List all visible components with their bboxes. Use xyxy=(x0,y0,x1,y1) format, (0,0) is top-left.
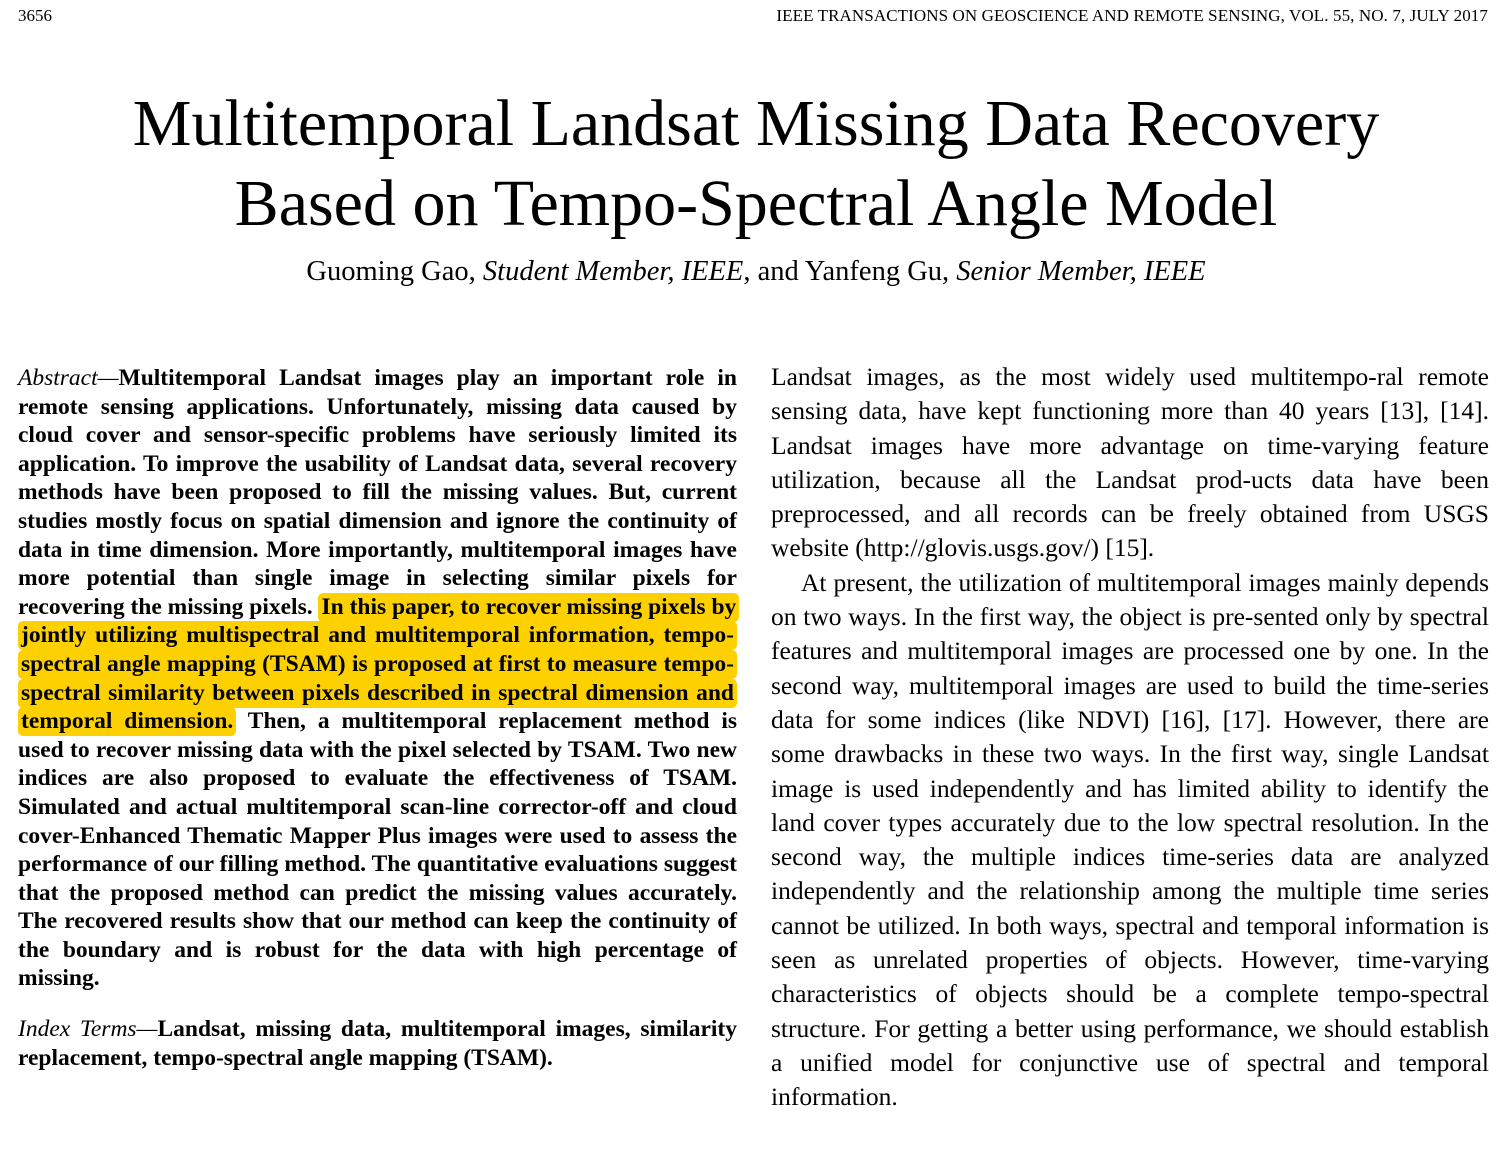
index-terms-label: Index Terms— xyxy=(18,1016,158,1043)
index-terms-text: Landsat, missing data, multitemporal images, similarity replacement, tempo-spectral angle mapping (TSAM). xyxy=(18,1016,737,1071)
abstract-text-after: Then, a multitemporal replacement method is used to recover missing data with the pixel selected by TSAM. Two new indices are also proposed to evaluate the effectiveness of TSAM. Simulated and actual multitemporal scan-line corrector-off and cloud cover-Enhanced Thematic Mapper Plus images were used to assess the performance of our filling method. The quantitative evaluations suggest that the proposed method can predict the missing values accurately. The recovered results show that our method can keep the continuity of the boundary and is robust for the data with high percentage of missing. xyxy=(18,708,738,992)
highlighted-sentence[interactable]: In this paper, to recover missing pixels by jointly utilizing multispectral and multitemporal information, tempo-spectral angle mapping (TSAM) is proposed at first to measure tempo-spectral similarity between pixels described in spectral dimension and temporal dimension. xyxy=(18,593,739,736)
author-1: Guoming Gao, xyxy=(306,256,476,287)
index-terms-paragraph xyxy=(18,1015,737,1072)
author-2: Yanfeng Gu, xyxy=(804,256,950,287)
author-joiner: , and xyxy=(743,256,799,287)
abstract-column xyxy=(18,364,737,1072)
paper-title xyxy=(0,84,1512,244)
title-line-2: Based on Tempo-Spectral Angle Model xyxy=(234,167,1278,240)
abstract-label: Abstract— xyxy=(18,365,119,391)
author-line xyxy=(0,254,1512,290)
author-2-role: Senior Member, IEEE xyxy=(956,256,1206,287)
body-paragraph-1: Landsat images, as the most widely used multitempo-ral remote sensing data, have kept functioning more than 40 years [13], [14]. Landsat images have more advantage on time-varying feature utilization, because all the Landsat prod-ucts data have been preprocessed, and all records can be freely obtained from USGS website (http://glovis.usgs.gov/) [15]. xyxy=(771,362,1489,563)
body-paragraph-2: At present, the utilization of multitemporal images mainly depends on two ways. In the first way, the object is pre-sented only by spectral features and multitemporal images are processed one by one. In the second way, multitemporal images are used to build the time-series data for some indices (like NDVI) [16], [17]. However, there are some drawbacks in these two ways. In the first way, single Landsat image is used independently and has limited ability to identify the land cover types accurately due to the low spectral resolution. In the second way, the multiple indices time-series data are analyzed independently and the relationship among the multiple time series cannot be utilized. In both ways, spectral and temporal information is seen as unrelated properties of objects. However, time-varying characteristics of objects should be a complete tempo-spectral structure. For getting a better using performance, we should establish a unified model for conjunctive use of spectral and temporal information. xyxy=(771,567,1489,1112)
body-column xyxy=(771,360,1489,1115)
abstract-paragraph xyxy=(18,364,737,993)
running-head: IEEE TRANSACTIONS ON GEOSCIENCE AND REMOTE SENSING, VOL. 55, NO. 7, JULY 2017 xyxy=(776,6,1488,25)
title-line-1: Multitemporal Landsat Missing Data Recovery xyxy=(132,87,1380,160)
author-1-role: Student Member, IEEE xyxy=(482,256,744,287)
page-number: 3656 xyxy=(18,6,52,25)
abstract-text-before: Multitemporal Landsat images play an important role in remote sensing applications. Unfortunately, missing data caused by cloud cover and sensor-specific problems have seriously limited its application. To improve the usability of Landsat data, several recovery methods have been proposed to fill the missing values. But, current studies mostly focus on spatial dimension and ignore the continuity of data in time dimension. More importantly, multitemporal images have more potential than single image in selecting similar pixels for recovering the missing pixels. xyxy=(18,365,737,620)
